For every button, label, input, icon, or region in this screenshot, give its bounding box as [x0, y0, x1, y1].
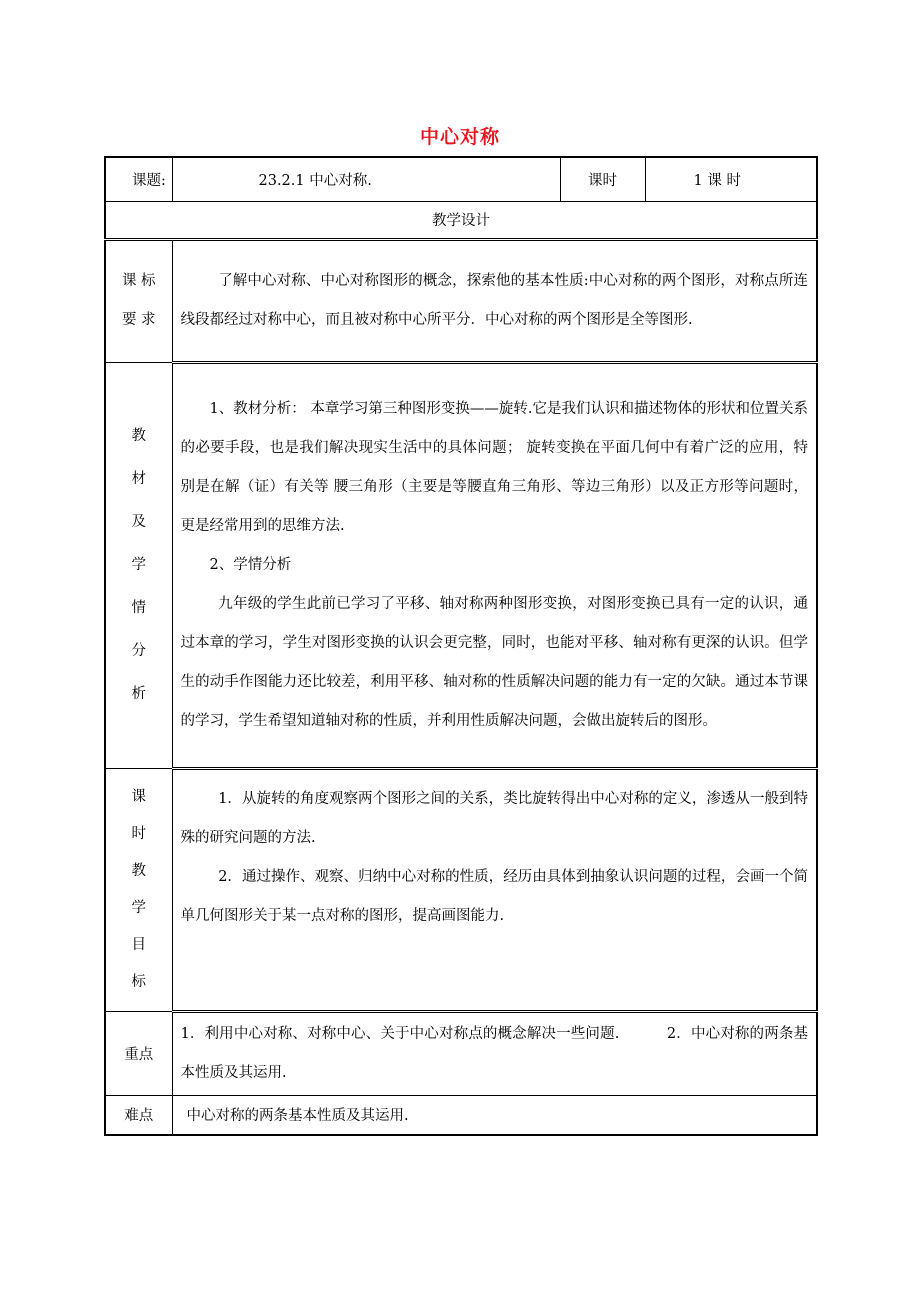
standards-text-cell: [172, 239, 817, 362]
topic-value: 23.2.1 中心对称.: [172, 157, 560, 201]
analysis-student-text: 九年级的学生此前已学习了平移、轴对称两种图形变换，对图形变换已具有一定的认识，通过本章的学习，学生对图形变换的认识会更完整，同时，也能对平移、轴对称有更深的认识。但学生的动手作图能力还比较差，利用平移、轴对称的性质解决问题的能力有一定的欠缺。通过本节课的学习，学生希望知道轴对称的性质，并利用性质解决问题，会做出旋转后的图形。: [180, 595, 808, 729]
standards-label-line: 要 求: [121, 312, 156, 328]
objectives-label-char: 标: [131, 973, 146, 990]
header-row: [105, 157, 817, 201]
analysis-student-heading: 2、学情分析: [209, 556, 292, 573]
key-points-label: 重点: [105, 1011, 172, 1095]
difficulties-label: 难点: [105, 1095, 172, 1135]
objectives-row: [105, 768, 817, 1011]
design-header-row: [105, 201, 817, 239]
objectives-label: [105, 768, 172, 1011]
objectives-label-char: 教: [131, 862, 146, 879]
hours-value: 1 课 时: [645, 157, 817, 201]
key-points-text-cell: [172, 1011, 817, 1095]
analysis-row: [105, 362, 817, 768]
standards-row: [105, 239, 817, 362]
objectives-text-cell: [172, 768, 817, 1011]
objective-1: 1．从旋转的角度观察两个图形之间的关系，类比旋转得出中心对称的定义，渗透从一般到特殊的研究问题的方法.: [180, 790, 808, 846]
analysis-text-cell: [172, 362, 817, 768]
difficulties-text: 中心对称的两条基本性质及其运用.: [172, 1095, 817, 1135]
objectives-label-char: 课: [131, 788, 146, 805]
objectives-label-char: 时: [131, 825, 146, 842]
objectives-label-char: 学: [131, 899, 146, 916]
standards-text: 了解中心对称、中心对称图形的概念，探索他的基本性质:中心对称的两个图形，对称点所连线段都经过对称中心，而且被对称中心所平分．中心对称的两个图形是全等图形.: [180, 272, 808, 328]
difficulties-row: [105, 1095, 817, 1135]
analysis-label-char: 材: [131, 470, 146, 487]
analysis-label-char: 分: [131, 642, 146, 659]
analysis-label: [105, 362, 172, 768]
page-title: 中心对称: [419, 126, 500, 148]
analysis-material: 1、教材分析： 本章学习第三种图形变换——旋转.它是我们认识和描述物体的形状和位置关系的必要手段，也是我们解决现实生活中的具体问题； 旋转变换在平面几何中有着广泛的应用，特别是在解（证）有关等 腰三角形（主要是等腰直角三角形、等边三角形）以及正方形等问题时，更是经常用到的思维方法.: [180, 400, 808, 534]
standards-label-line: 课 标: [121, 273, 156, 289]
analysis-label-char: 学: [131, 556, 146, 573]
design-header: 教学设计: [105, 201, 817, 239]
standards-label: [105, 239, 172, 362]
key-points-text: 1．利用中心对称、对称中心、关于中心对称点的概念解决一些问题. 2．中心对称的两条基本性质及其运用.: [180, 1025, 808, 1081]
topic-label: 课题:: [105, 157, 172, 201]
analysis-label-char: 情: [131, 599, 146, 616]
objective-2: 2．通过操作、观察、归纳中心对称的性质，经历由具体到抽象认识问题的过程，会画一个简单几何图形关于某一点对称的图形，提高画图能力.: [180, 868, 808, 924]
key-points-row: [105, 1011, 817, 1095]
analysis-label-char: 及: [131, 513, 146, 530]
objectives-label-char: 目: [131, 936, 146, 953]
hours-label: 课时: [560, 157, 645, 201]
analysis-label-char: 教: [131, 427, 146, 444]
lesson-plan-table: [104, 156, 818, 1136]
analysis-label-char: 析: [131, 685, 146, 702]
